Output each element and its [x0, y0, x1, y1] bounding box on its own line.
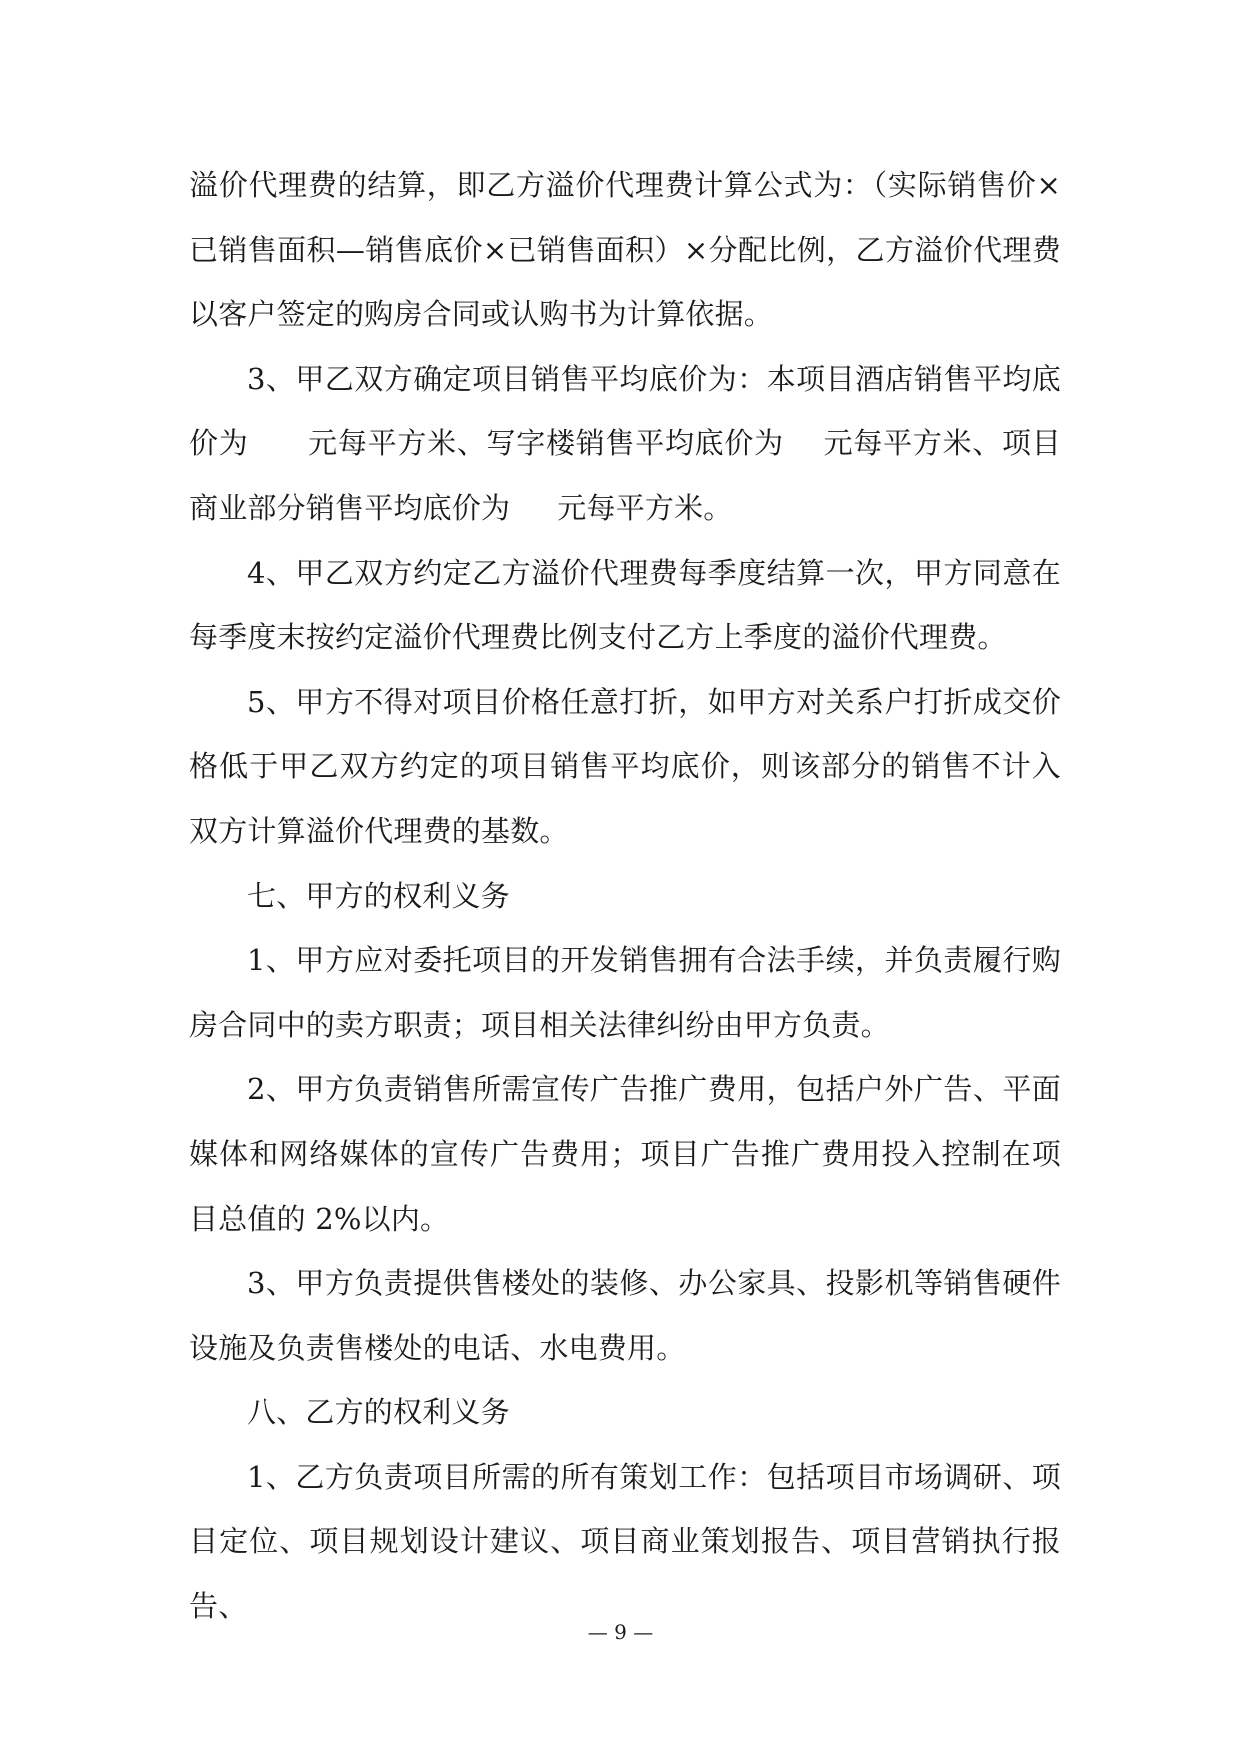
paragraph-clause-3-base-price: 3、甲乙双方确定项目销售平均底价为：本项目酒店销售平均底价为 元每平方米、写字楼销售平均底价为 元每平方米、项目商业部分销售平均底价为 元每平方米。	[189, 361, 1061, 525]
paragraph-clause-4-quarterly-settlement: 4、甲乙双方约定乙方溢价代理费每季度结算一次，甲方同意在每季度末按约定溢价代理费比例支付乙方上季度的溢价代理费。	[189, 555, 1061, 655]
document-body	[189, 153, 1061, 1639]
paragraph-party-a-clause-3: 3、甲方负责提供售楼处的装修、办公家具、投影机等销售硬件设施及负责售楼处的电话、水电费用。	[189, 1266, 1061, 1365]
paragraph-settlement-formula: 溢价代理费的结算，即乙方溢价代理费计算公式为：（实际销售价×已销售面积—销售底价×已销售面积）×分配比例，乙方溢价代理费以客户签定的购房合同或认购书为计算依据。	[189, 168, 1061, 332]
paragraph-party-a-clause-1: 1、甲方应对委托项目的开发销售拥有合法手续，并负责履行购房合同中的卖方职责；项目相关法律纠纷由甲方负责。	[189, 943, 1061, 1042]
paragraph-party-b-clause-1: 1、乙方负责项目所需的所有策划工作：包括项目市场调研、项目定位、项目规划设计建议、项目商业策划报告、项目营销执行报告、	[189, 1459, 1061, 1624]
paragraph-party-a-clause-2: 2、甲方负责销售所需宣传广告推广费用，包括户外广告、平面媒体和网络媒体的宣传广告费用；项目广告推广费用投入控制在项目总值的 2%以内。	[189, 1072, 1061, 1236]
section-heading-party-a-rights: 七、甲方的权利义务	[247, 878, 510, 913]
paragraph-clause-5-discount: 5、甲方不得对项目价格任意打折，如甲方对关系户打折成交价格低于甲乙双方约定的项目销售平均底价，则该部分的销售不计入双方计算溢价代理费的基数。	[189, 684, 1061, 848]
section-heading-party-b-rights: 八、乙方的权利义务	[247, 1395, 510, 1430]
page-number: — 9 —	[587, 1620, 654, 1644]
